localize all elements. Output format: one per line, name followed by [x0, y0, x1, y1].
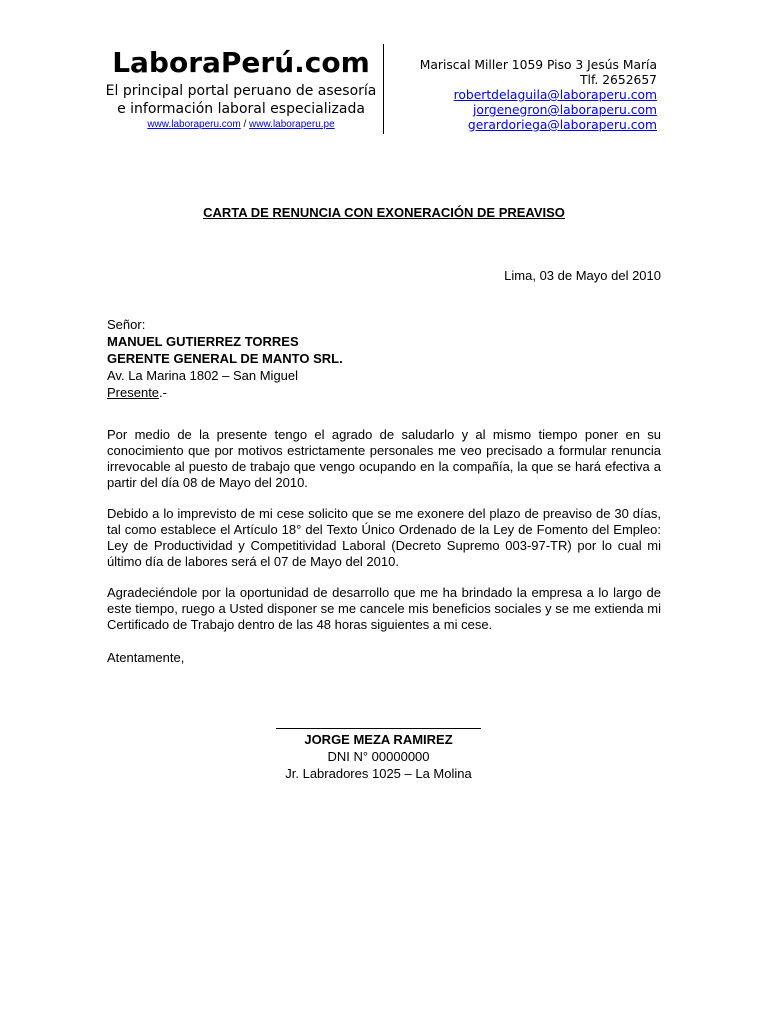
signature-line: [276, 728, 481, 729]
letter-body: [107, 427, 661, 648]
brand-links: [100, 118, 382, 132]
presente-line: [107, 384, 343, 401]
contact-phone: Tlf. 2652657: [580, 73, 657, 87]
brand-tagline-2: e información laboral especializada: [117, 101, 365, 117]
contact-address: Mariscal Miller 1059 Piso 3 Jesús María: [419, 58, 657, 72]
email-link-gerardo[interactable]: gerardoriega@laboraperu.com: [467, 118, 657, 132]
salutation: Señor:: [107, 317, 146, 332]
recipient-block: [107, 316, 343, 401]
body-paragraph-1: Por medio de la presente tengo el agrado de saludarlo y al mismo tiempo poner en su conocimiento que por motivos estrictamente personales me veo precisado a formular renuncia irrevocable al puesto de trabajo que vengo ocupando en la compañía, la que se hará efectiva a partir del día 08 de Mayo del 2010.: [107, 427, 661, 490]
letter-date: Lima, 03 de Mayo del 2010: [504, 268, 661, 283]
email-link-jorge[interactable]: jorgenegron@laboraperu.com: [473, 103, 657, 117]
signature-block: [276, 728, 481, 782]
brand-title: LaboraPerú.com: [112, 46, 370, 79]
website-link-pe[interactable]: www.laboraperu.pe: [249, 119, 335, 130]
signer-address: Jr. Labradores 1025 – La Molina: [285, 766, 472, 781]
contact-block: [420, 58, 657, 133]
website-link-com[interactable]: www.laboraperu.com: [147, 119, 241, 130]
letter-title: CARTA DE RENUNCIA CON EXONERACIÓN DE PREAVISO: [203, 205, 565, 220]
letterhead-brand: [100, 44, 382, 132]
body-paragraph-3: Agradeciéndole por la oportunidad de desarrollo que me ha brindado la empresa a lo largo de este tiempo, ruego a Usted disponer se me cancele mis beneficios sociales y se me extienda mi Certificado de Trabajo dentro de las 48 horas siguientes a mi cese.: [107, 585, 661, 632]
signer-name: JORGE MEZA RAMIREZ: [304, 732, 453, 747]
recipient-name: MANUEL GUTIERREZ TORRES: [107, 334, 299, 349]
link-separator: /: [240, 119, 250, 130]
signer-dni: DNI N° 00000000: [327, 749, 430, 764]
email-link-robert[interactable]: robertdelaguila@laboraperu.com: [453, 88, 657, 102]
closing: Atentamente,: [107, 650, 185, 665]
recipient-address: Av. La Marina 1802 – San Miguel: [107, 368, 299, 383]
presente-suffix: .-: [159, 385, 167, 400]
brand-tagline-1: El principal portal peruano de asesoría: [105, 83, 377, 99]
body-paragraph-2: Debido a lo imprevisto de mi cese solicito que se me exonere del plazo de preaviso de 30 días, tal como establece el Artículo 18° del Texto Único Ordenado de la Ley de Fomento del Empleo: Ley de Productividad y Competitividad Laboral (Decreto Supremo 003-97-TR) por lo cual mi último día de labores será el 07 de Mayo del 2010.: [107, 506, 661, 569]
presente-word: Presente: [107, 385, 160, 400]
recipient-title: GERENTE GENERAL DE MANTO SRL.: [107, 351, 343, 366]
header-divider: [383, 44, 384, 134]
